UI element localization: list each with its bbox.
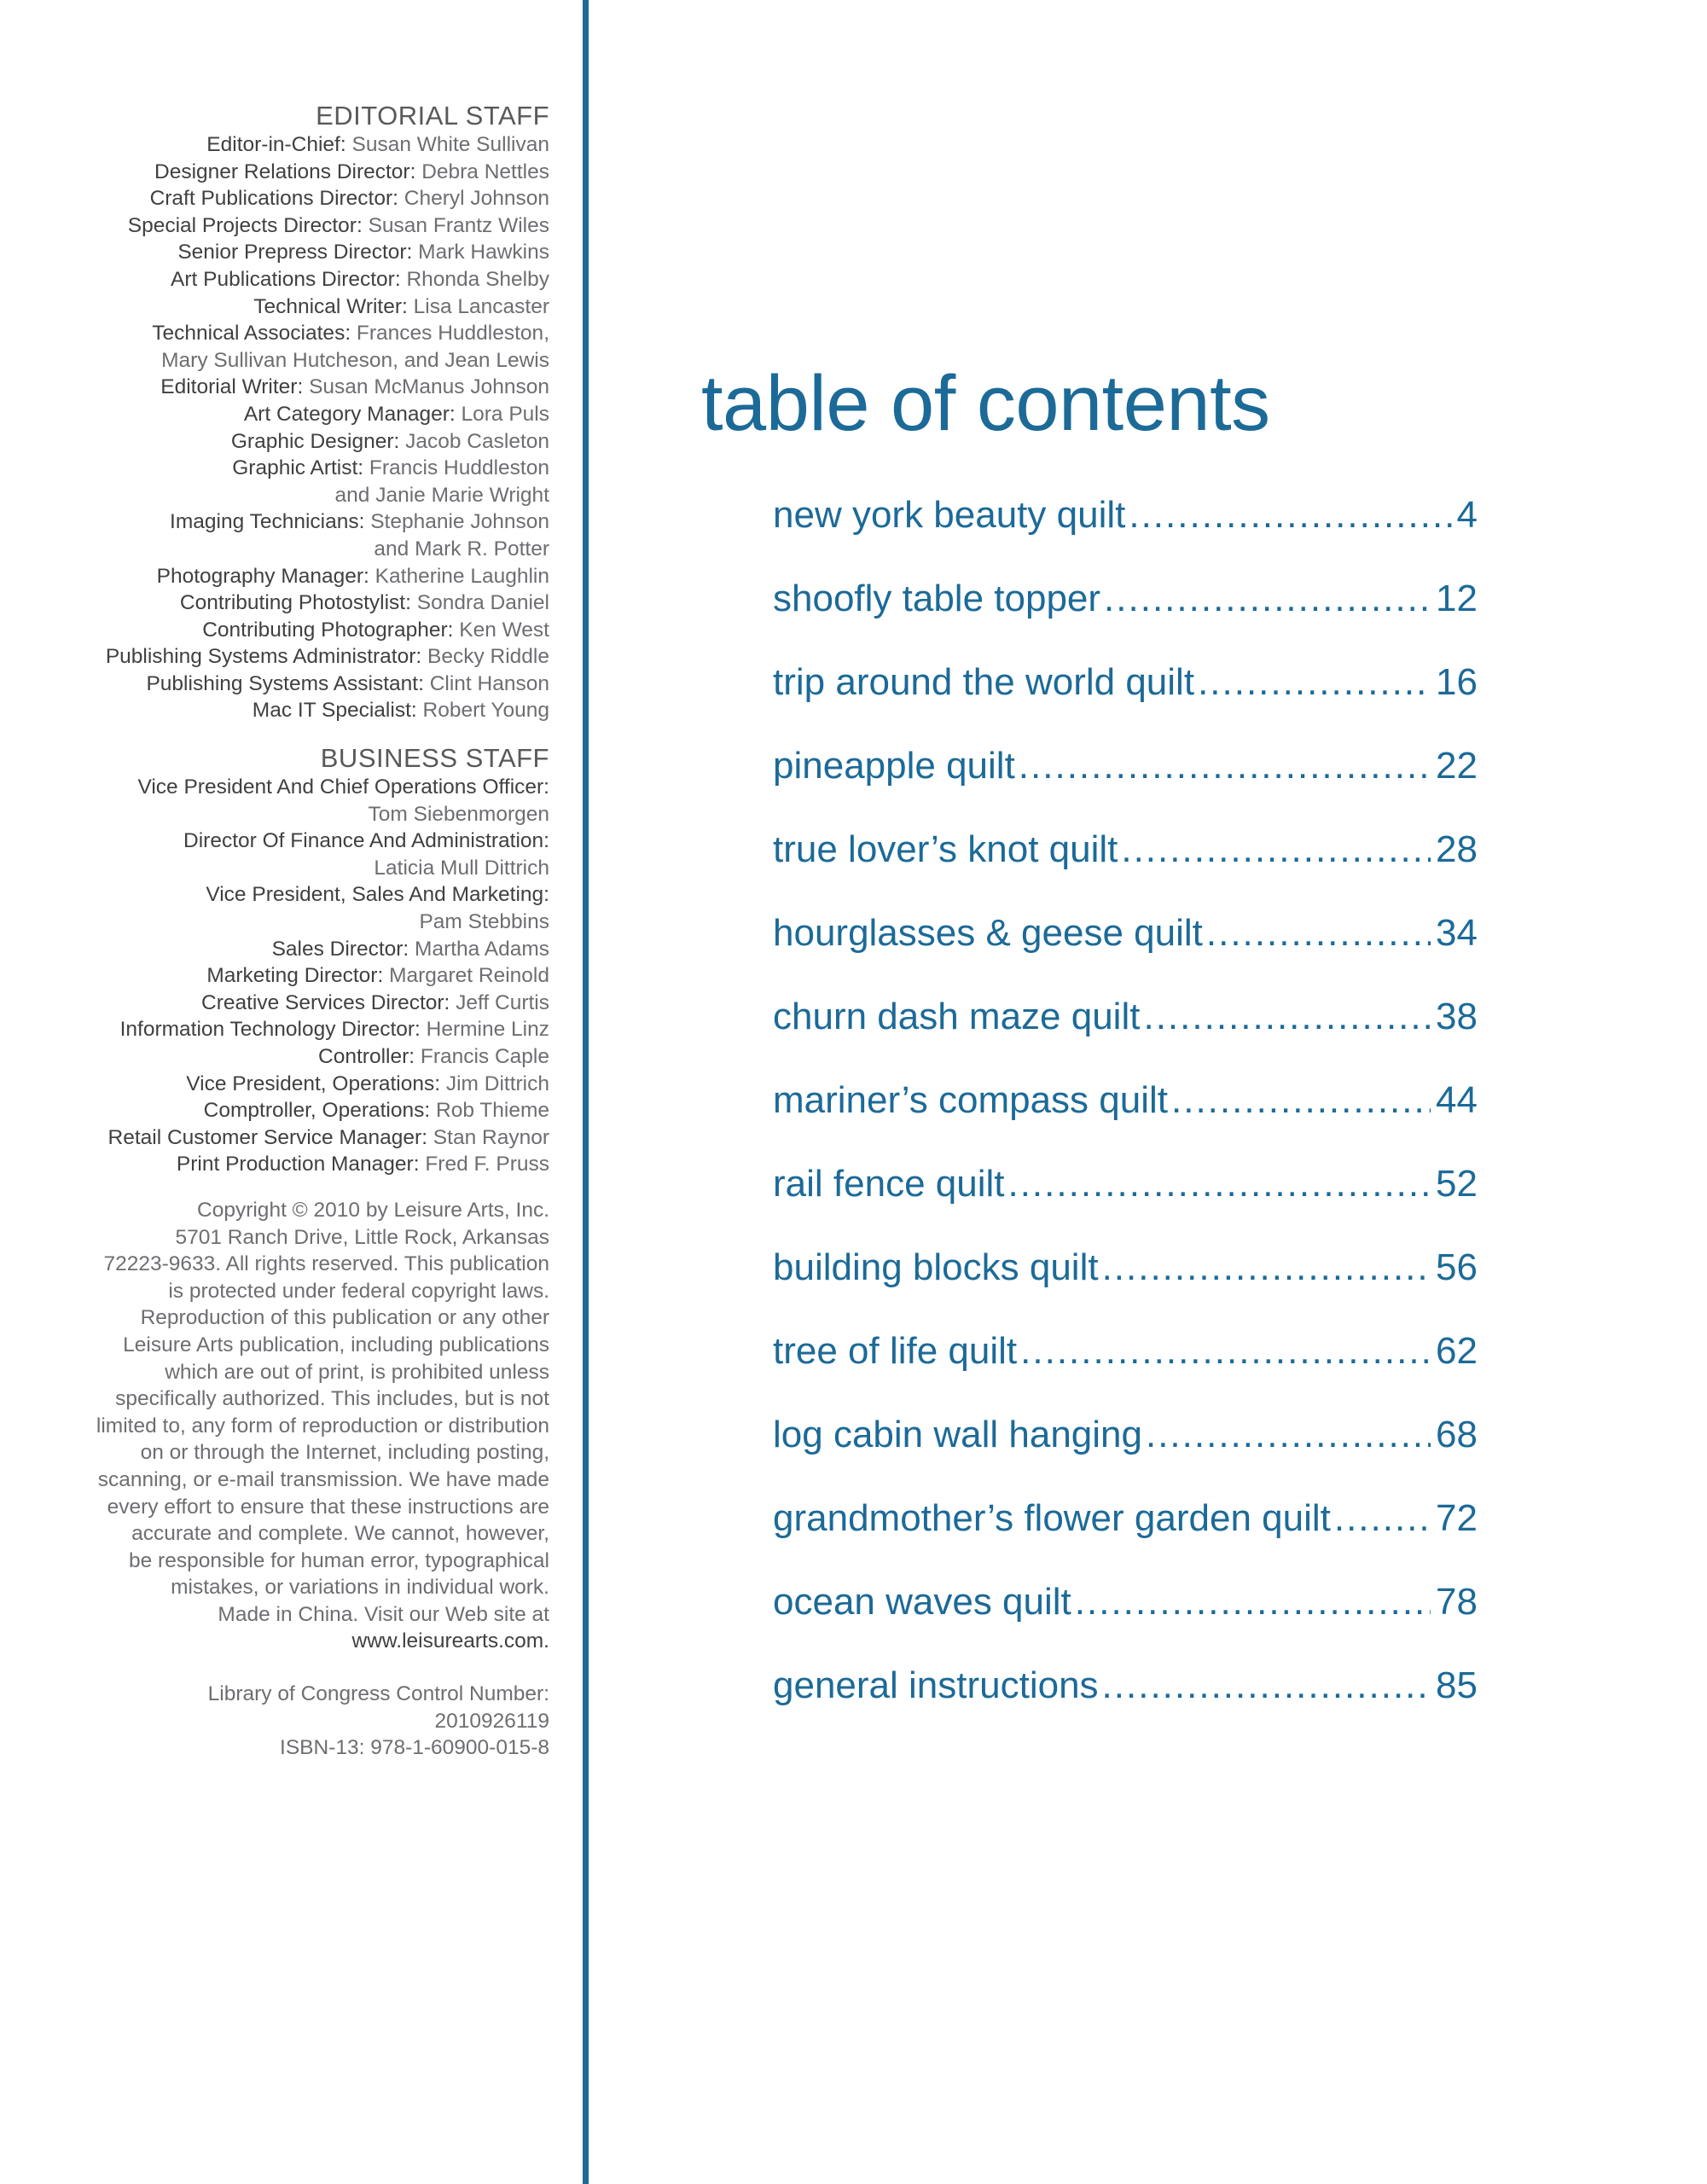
dot-leader: [1143, 991, 1431, 1043]
toc-entry-title: general instructions: [773, 1664, 1099, 1706]
dot-leader: [1334, 1493, 1431, 1544]
staff-name: Debra Nettles: [415, 160, 549, 183]
staff-line: [34, 671, 549, 698]
copyright-notice: [34, 1197, 549, 1655]
staff-line: [34, 828, 549, 855]
dot-leader: [1171, 1075, 1431, 1126]
staff-role: Vice President, Operations:: [186, 1072, 441, 1095]
staff-name: Clint Hanson: [423, 671, 549, 695]
staff-name: Becky Riddle: [421, 645, 549, 669]
toc-entry-page: 4: [1456, 494, 1478, 536]
toc-entry-page: 38: [1436, 996, 1478, 1037]
isbn: ISBN-13: 978-1-60900-015-8: [280, 1736, 549, 1760]
staff-line: [34, 590, 549, 617]
staff-line: [34, 266, 549, 293]
copyright-line: on or through the Internet, including posting,: [140, 1441, 549, 1465]
copyright-line: 5701 Ranch Drive, Little Rock, Arkansas: [175, 1225, 549, 1249]
toc-entry-title: hourglasses & geese quilt: [773, 912, 1203, 954]
staff-role: Senior Prepress Director:: [177, 241, 413, 264]
staff-name: Sondra Daniel: [410, 591, 549, 615]
staff-role: Vice President And Chief Operations Officer:: [137, 775, 549, 799]
toc-entry-page: 22: [1436, 745, 1478, 787]
staff-line: [34, 697, 549, 724]
loc-number: 2010926119: [434, 1709, 549, 1733]
staff-name: Susan McManus Johnson: [303, 375, 549, 399]
toc-entry[interactable]: [773, 1326, 1478, 1409]
staff-line: [34, 1097, 549, 1124]
staff-line: [34, 563, 549, 590]
staff-name: Stephanie Johnson: [364, 510, 549, 534]
toc-entry[interactable]: [773, 657, 1478, 741]
staff-line: [34, 347, 549, 375]
dot-leader: [1019, 741, 1431, 792]
staff-role: Imaging Technicians:: [170, 510, 365, 534]
staff-line: [34, 1071, 549, 1098]
toc-entry[interactable]: [773, 1577, 1478, 1660]
loc-label: Library of Congress Control Number:: [207, 1682, 549, 1706]
staff-role: Designer Relations Director:: [154, 160, 416, 183]
toc-entry-title: trip around the world quilt: [773, 661, 1195, 703]
copyright-line: Leisure Arts publication, including publications: [123, 1333, 549, 1356]
staff-name: and Janie Marie Wright: [334, 483, 549, 507]
staff-name: Ken West: [453, 618, 549, 642]
copyright-line: be responsible for human error, typographical: [128, 1548, 549, 1572]
business-staff-list: [34, 774, 549, 1178]
staff-line: [34, 881, 549, 909]
staff-line: [34, 909, 549, 936]
staff-line: [34, 482, 549, 509]
staff-line: [34, 617, 549, 644]
staff-role: Technical Associates:: [152, 322, 351, 346]
toc-entry[interactable]: [773, 1242, 1478, 1326]
business-staff-heading: BUSINESS STAFF: [320, 743, 549, 774]
copyright-line: Made in China. Visit our Web site at: [218, 1602, 549, 1626]
toc-entry-title: mariner’s compass quilt: [773, 1079, 1168, 1121]
staff-line: [34, 855, 549, 882]
staff-name: Martha Adams: [409, 937, 549, 961]
copyright-line: 72223-9633. All rights reserved. This publication: [103, 1252, 549, 1276]
staff-role: Contributing Photographer:: [202, 618, 454, 642]
dot-leader: [1075, 1577, 1431, 1628]
staff-name: Robert Young: [416, 699, 549, 723]
staff-role: Art Category Manager:: [243, 402, 456, 426]
toc-entry-title: tree of life quilt: [773, 1330, 1018, 1372]
staff-role: Information Technology Director:: [119, 1018, 421, 1042]
dot-leader: [1104, 573, 1431, 624]
copyright-line: mistakes, or variations in individual work.: [171, 1576, 549, 1600]
staff-role: Director Of Finance And Administration:: [183, 829, 549, 853]
staff-role: Graphic Artist:: [232, 456, 364, 480]
staff-role: Creative Services Director:: [201, 990, 450, 1014]
toc-entry-page: 78: [1436, 1581, 1478, 1623]
staff-line: [34, 131, 549, 159]
staff-line: [34, 320, 549, 347]
staff-name: Francis Huddleston: [363, 456, 549, 480]
copyright-line: Reproduction of this publication or any other: [140, 1306, 549, 1330]
staff-name: Francis Caple: [415, 1045, 549, 1068]
staff-role: Editor-in-Chief:: [206, 133, 346, 156]
toc-entry-title: log cabin wall hanging: [773, 1414, 1142, 1455]
staff-name: Mary Sullivan Hutcheson, and Jean Lewis: [161, 348, 549, 372]
staff-role: Publishing Systems Administrator:: [105, 645, 422, 669]
toc-entry-title: building blocks quilt: [773, 1246, 1099, 1288]
copyright-line: limited to, any form of reproduction or distribution: [96, 1414, 549, 1438]
staff-name: Lora Puls: [455, 402, 549, 426]
staff-name: Cheryl Johnson: [398, 187, 549, 211]
toc-entry-page: 56: [1436, 1246, 1478, 1288]
staff-line: [34, 185, 549, 212]
staff-name: Rob Thieme: [430, 1099, 549, 1123]
staff-line: [34, 1016, 549, 1043]
toc-entry-title: pineapple quilt: [773, 745, 1015, 787]
staff-role: Sales Director:: [271, 937, 409, 961]
dot-leader: [1206, 908, 1431, 959]
staff-role: Technical Writer:: [253, 294, 408, 318]
staff-line: [34, 401, 549, 428]
staff-line: [34, 962, 549, 990]
staff-line: [34, 293, 549, 321]
toc-entry[interactable]: [773, 1493, 1478, 1577]
staff-role: Retail Customer Service Manager:: [107, 1125, 427, 1149]
copyright-line: Copyright © 2010 by Leisure Arts, Inc.: [197, 1198, 549, 1222]
copyright-line: every effort to ensure that these instructions are: [107, 1495, 549, 1519]
copyright-line: is protected under federal copyright laws.: [168, 1279, 549, 1303]
dot-leader: [1129, 490, 1451, 541]
staff-role: Print Production Manager:: [176, 1153, 420, 1176]
copyright-text: [34, 1197, 549, 1629]
staff-line: [34, 159, 549, 186]
toc-entry-page: 62: [1436, 1330, 1478, 1372]
staff-name: Mark Hawkins: [412, 241, 549, 264]
vertical-divider: [583, 0, 589, 2184]
toc-entry-title: churn dash maze quilt: [773, 996, 1141, 1037]
toc-list: [773, 490, 1478, 1744]
dot-leader: [1007, 1159, 1431, 1210]
staff-line: [34, 1124, 549, 1152]
staff-role: Special Projects Director:: [127, 213, 363, 237]
toc-entry[interactable]: [773, 1159, 1478, 1242]
dot-leader: [1146, 1409, 1431, 1461]
toc-entry[interactable]: [773, 573, 1478, 657]
toc-entry-page: 16: [1436, 661, 1478, 703]
staff-name: Hermine Linz: [420, 1018, 549, 1042]
dot-leader: [1020, 1326, 1431, 1377]
staff-name: Jeff Curtis: [450, 990, 549, 1014]
staff-line: [34, 801, 549, 828]
staff-role: Photography Manager:: [156, 564, 369, 588]
toc-entry-page: 68: [1436, 1414, 1478, 1455]
toc-entry[interactable]: [773, 908, 1478, 991]
toc-entry-page: 34: [1436, 912, 1478, 954]
staff-role: Editorial Writer:: [160, 375, 304, 399]
staff-name: Susan Frantz Wiles: [362, 213, 549, 237]
staff-role: Art Publications Director:: [171, 267, 401, 291]
staff-role: Vice President, Sales And Marketing:: [206, 883, 549, 907]
staff-name: Fred F. Pruss: [419, 1153, 549, 1176]
toc-entry-page: 44: [1436, 1079, 1478, 1121]
copyright-line: scanning, or e-mail transmission. We have made: [97, 1467, 549, 1491]
staff-role: Publishing Systems Assistant:: [146, 671, 424, 695]
toc-entry[interactable]: [773, 1409, 1478, 1493]
dot-leader: [1198, 657, 1431, 708]
editorial-staff-heading: EDITORIAL STAFF: [316, 101, 549, 131]
editorial-staff-list: [34, 131, 549, 724]
staff-name: and Mark R. Potter: [374, 537, 549, 561]
staff-line: [34, 508, 549, 536]
staff-role: Marketing Director:: [206, 964, 384, 988]
website-link[interactable]: www.leisurearts.com.: [351, 1629, 549, 1653]
staff-name: Pam Stebbins: [419, 910, 549, 934]
toc-entry-title: grandmother’s flower garden quilt: [773, 1497, 1331, 1539]
staff-line: [34, 643, 549, 671]
toc-entry-page: 85: [1436, 1664, 1478, 1706]
toc-entry[interactable]: [773, 490, 1478, 573]
staff-name: Margaret Reinold: [383, 964, 549, 988]
toc-entry[interactable]: [773, 741, 1478, 824]
toc-entry-title: shoofly table topper: [773, 578, 1101, 619]
staff-line: [34, 536, 549, 563]
staff-role: Contributing Photostylist:: [179, 591, 411, 615]
copyright-line: specifically authorized. This includes, but is not: [115, 1387, 549, 1411]
staff-name: Frances Huddleston,: [351, 322, 549, 346]
library-info: [34, 1681, 549, 1762]
staff-role: Graphic Designer:: [230, 429, 400, 453]
staff-name: Jim Dittrich: [440, 1072, 549, 1095]
masthead-column: [34, 101, 549, 1762]
toc-entry-title: ocean waves quilt: [773, 1581, 1071, 1623]
staff-line: [34, 239, 549, 266]
toc-entry-title: true lover’s knot quilt: [773, 828, 1118, 870]
staff-name: Stan Raynor: [427, 1125, 549, 1149]
staff-name: Lisa Lancaster: [407, 294, 549, 318]
dot-leader: [1121, 824, 1431, 875]
toc-entry-page: 72: [1436, 1497, 1478, 1539]
staff-line: [34, 1043, 549, 1071]
toc-entry[interactable]: [773, 1075, 1478, 1159]
toc-entry-page: 52: [1436, 1163, 1478, 1205]
toc-entry-title: rail fence quilt: [773, 1163, 1005, 1205]
copyright-line: which are out of print, is prohibited unless: [165, 1360, 549, 1384]
staff-name: Susan White Sullivan: [345, 133, 549, 156]
staff-role: Comptroller, Operations:: [203, 1099, 431, 1123]
staff-role: Craft Publications Director:: [149, 187, 398, 211]
dot-leader: [1102, 1660, 1431, 1711]
staff-role: Controller:: [318, 1045, 415, 1068]
staff-line: [34, 374, 549, 401]
staff-name: Katherine Laughlin: [369, 564, 549, 588]
toc-entry-title: new york beauty quilt: [773, 494, 1126, 536]
staff-name: Jacob Casleton: [399, 429, 549, 453]
toc-entry-page: 12: [1436, 578, 1478, 619]
staff-line: [34, 212, 549, 240]
staff-line: [34, 774, 549, 801]
toc-title: table of contents: [701, 360, 1270, 447]
staff-line: [34, 455, 549, 482]
toc-entry[interactable]: [773, 991, 1478, 1075]
copyright-line: accurate and complete. We cannot, however,: [131, 1522, 549, 1546]
staff-line: [34, 936, 549, 963]
staff-name: Laticia Mull Dittrich: [374, 856, 549, 880]
staff-line: [34, 1151, 549, 1178]
staff-role: Mac IT Specialist:: [252, 699, 417, 723]
staff-line: [34, 428, 549, 456]
toc-entry-page: 28: [1436, 828, 1478, 870]
toc-entry[interactable]: [773, 824, 1478, 908]
toc-entry[interactable]: [773, 1660, 1478, 1744]
staff-name: Tom Siebenmorgen: [368, 802, 549, 826]
dot-leader: [1102, 1242, 1431, 1293]
staff-line: [34, 990, 549, 1017]
staff-name: Rhonda Shelby: [400, 267, 549, 291]
